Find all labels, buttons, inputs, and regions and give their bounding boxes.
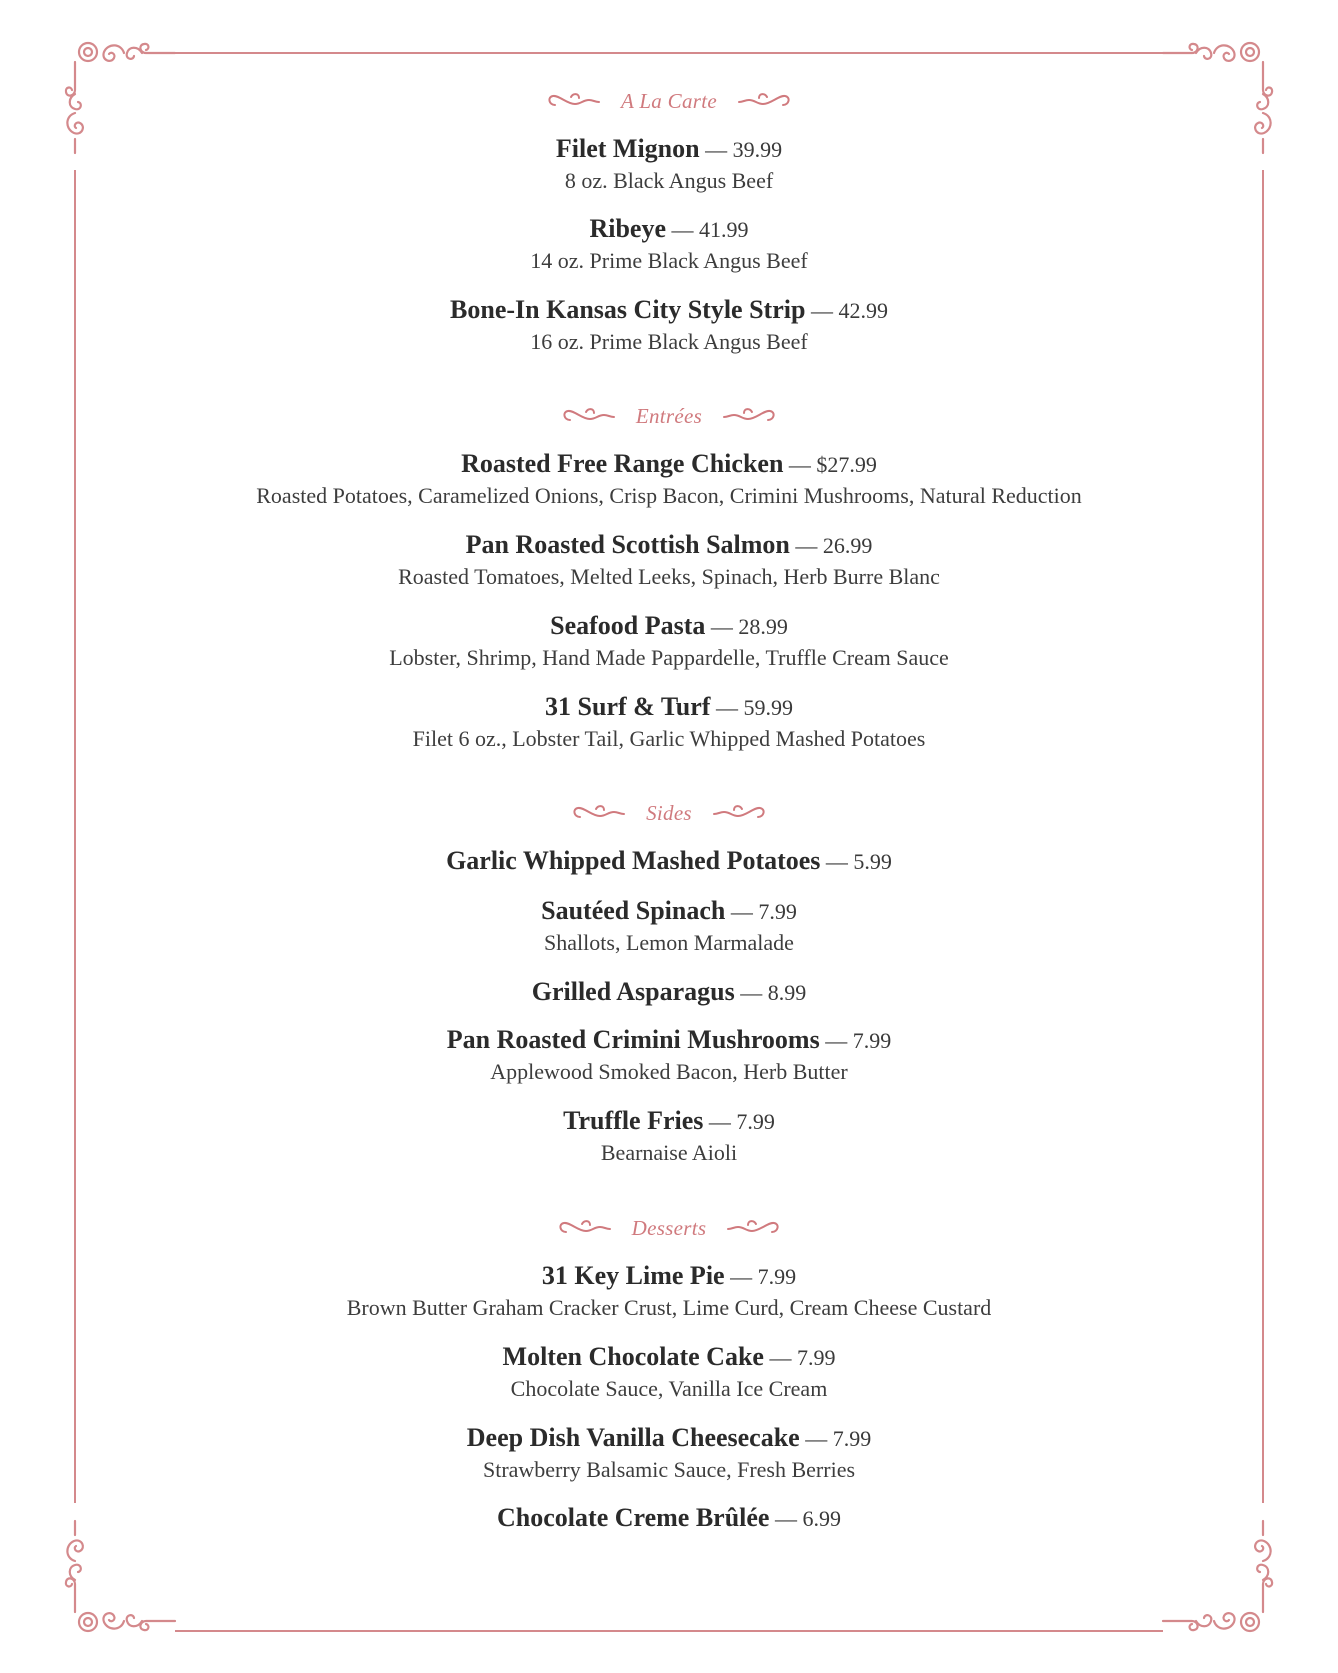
- item-name: Filet Mignon: [555, 134, 700, 163]
- item-price: — 6.99: [769, 1506, 841, 1531]
- item-name: 31 Surf & Turf: [545, 692, 711, 721]
- item-name: Grilled Asparagus: [531, 977, 735, 1006]
- menu-item: [0, 213, 1338, 276]
- section-title: A La Carte: [621, 88, 717, 113]
- item-price: — 8.99: [734, 980, 807, 1005]
- scroll-ornament-right-icon: [724, 1218, 782, 1238]
- item-description: Lobster, Shrimp, Hand Made Pappardelle, Truffle Cream Sauce: [389, 645, 949, 670]
- item-price: — 41.99: [666, 217, 749, 242]
- item-description: Bearnaise Aioli: [600, 1140, 738, 1165]
- section-title: Desserts: [631, 1215, 707, 1240]
- scroll-ornament-left-icon: [556, 1218, 614, 1238]
- item-description: Roasted Potatoes, Caramelized Onions, Crisp Bacon, Crimini Mushrooms, Natural Reduction: [256, 483, 1082, 508]
- menu-item: [0, 1260, 1338, 1323]
- item-name: Roasted Free Range Chicken: [461, 449, 784, 478]
- item-name: Sautéed Spinach: [541, 896, 726, 925]
- section-heading-entrees: [0, 401, 1338, 431]
- section-heading-sides: [0, 798, 1338, 828]
- item-description: Roasted Tomatoes, Melted Leeks, Spinach, Herb Burre Blanc: [398, 564, 940, 589]
- menu-item: [0, 133, 1338, 196]
- item-price: — 7.99: [799, 1426, 872, 1451]
- item-description: Chocolate Sauce, Vanilla Ice Cream: [510, 1376, 828, 1401]
- item-name: Pan Roasted Scottish Salmon: [465, 530, 790, 559]
- scroll-ornament-left-icon: [570, 803, 628, 823]
- menu-item: [0, 1502, 1338, 1535]
- item-price: — 7.99: [763, 1345, 836, 1370]
- item-price: — 7.99: [724, 1264, 797, 1289]
- menu-item: [0, 610, 1338, 673]
- menu-item: [0, 448, 1338, 511]
- menu-item: [0, 294, 1338, 357]
- item-description: Filet 6 oz., Lobster Tail, Garlic Whipped Mashed Potatoes: [412, 726, 926, 751]
- menu-item: [0, 1105, 1338, 1168]
- item-name: 31 Key Lime Pie: [541, 1261, 725, 1290]
- item-price: — 28.99: [705, 614, 788, 639]
- item-description: Shallots, Lemon Marmalade: [544, 930, 794, 955]
- item-description: Brown Butter Graham Cracker Crust, Lime Curd, Cream Cheese Custard: [346, 1295, 992, 1320]
- menu-item: [0, 529, 1338, 592]
- item-name: Seafood Pasta: [550, 611, 706, 640]
- menu-item: [0, 895, 1338, 958]
- item-name: Molten Chocolate Cake: [502, 1342, 764, 1371]
- scroll-ornament-right-icon: [735, 91, 793, 111]
- item-description: 8 oz. Black Angus Beef: [564, 168, 774, 193]
- item-name: Garlic Whipped Mashed Potatoes: [446, 846, 821, 875]
- item-price: — 42.99: [805, 298, 888, 323]
- menu-item: [0, 1422, 1338, 1485]
- border-bottom: [175, 1630, 1163, 1632]
- item-price: — 59.99: [710, 695, 793, 720]
- section-heading-a-la-carte: [0, 86, 1338, 116]
- item-name: Pan Roasted Crimini Mushrooms: [446, 1025, 820, 1054]
- item-price: — 26.99: [789, 533, 873, 558]
- item-name: Bone-In Kansas City Style Strip: [450, 295, 806, 324]
- menu-item: [0, 691, 1338, 754]
- scroll-ornament-left-icon: [560, 406, 618, 426]
- menu-item: [0, 976, 1338, 1009]
- item-price: — 7.99: [725, 899, 797, 924]
- item-price: — 5.99: [820, 849, 892, 874]
- item-price: — 7.99: [703, 1109, 775, 1134]
- item-description: Applewood Smoked Bacon, Herb Butter: [490, 1059, 848, 1084]
- item-name: Truffle Fries: [563, 1106, 704, 1135]
- item-price: — $27.99: [783, 452, 877, 477]
- menu-item: [0, 1024, 1338, 1087]
- section-title: Sides: [646, 800, 692, 825]
- item-price: — 7.99: [819, 1028, 892, 1053]
- border-top: [175, 52, 1163, 54]
- item-name: Chocolate Creme Brûlée: [497, 1503, 770, 1532]
- item-description: Strawberry Balsamic Sauce, Fresh Berries: [482, 1457, 856, 1482]
- item-name: Ribeye: [589, 214, 667, 243]
- item-price: — 39.99: [699, 137, 783, 162]
- section-heading-desserts: [0, 1213, 1338, 1243]
- scroll-ornament-left-icon: [545, 91, 603, 111]
- item-description: 14 oz. Prime Black Angus Beef: [530, 248, 808, 273]
- menu-item: [0, 845, 1338, 878]
- item-name: Deep Dish Vanilla Cheesecake: [466, 1423, 800, 1452]
- item-description: 16 oz. Prime Black Angus Beef: [530, 329, 808, 354]
- scroll-ornament-right-icon: [710, 803, 768, 823]
- menu-item: [0, 1341, 1338, 1404]
- section-title: Entrées: [635, 403, 703, 428]
- scroll-ornament-right-icon: [720, 406, 778, 426]
